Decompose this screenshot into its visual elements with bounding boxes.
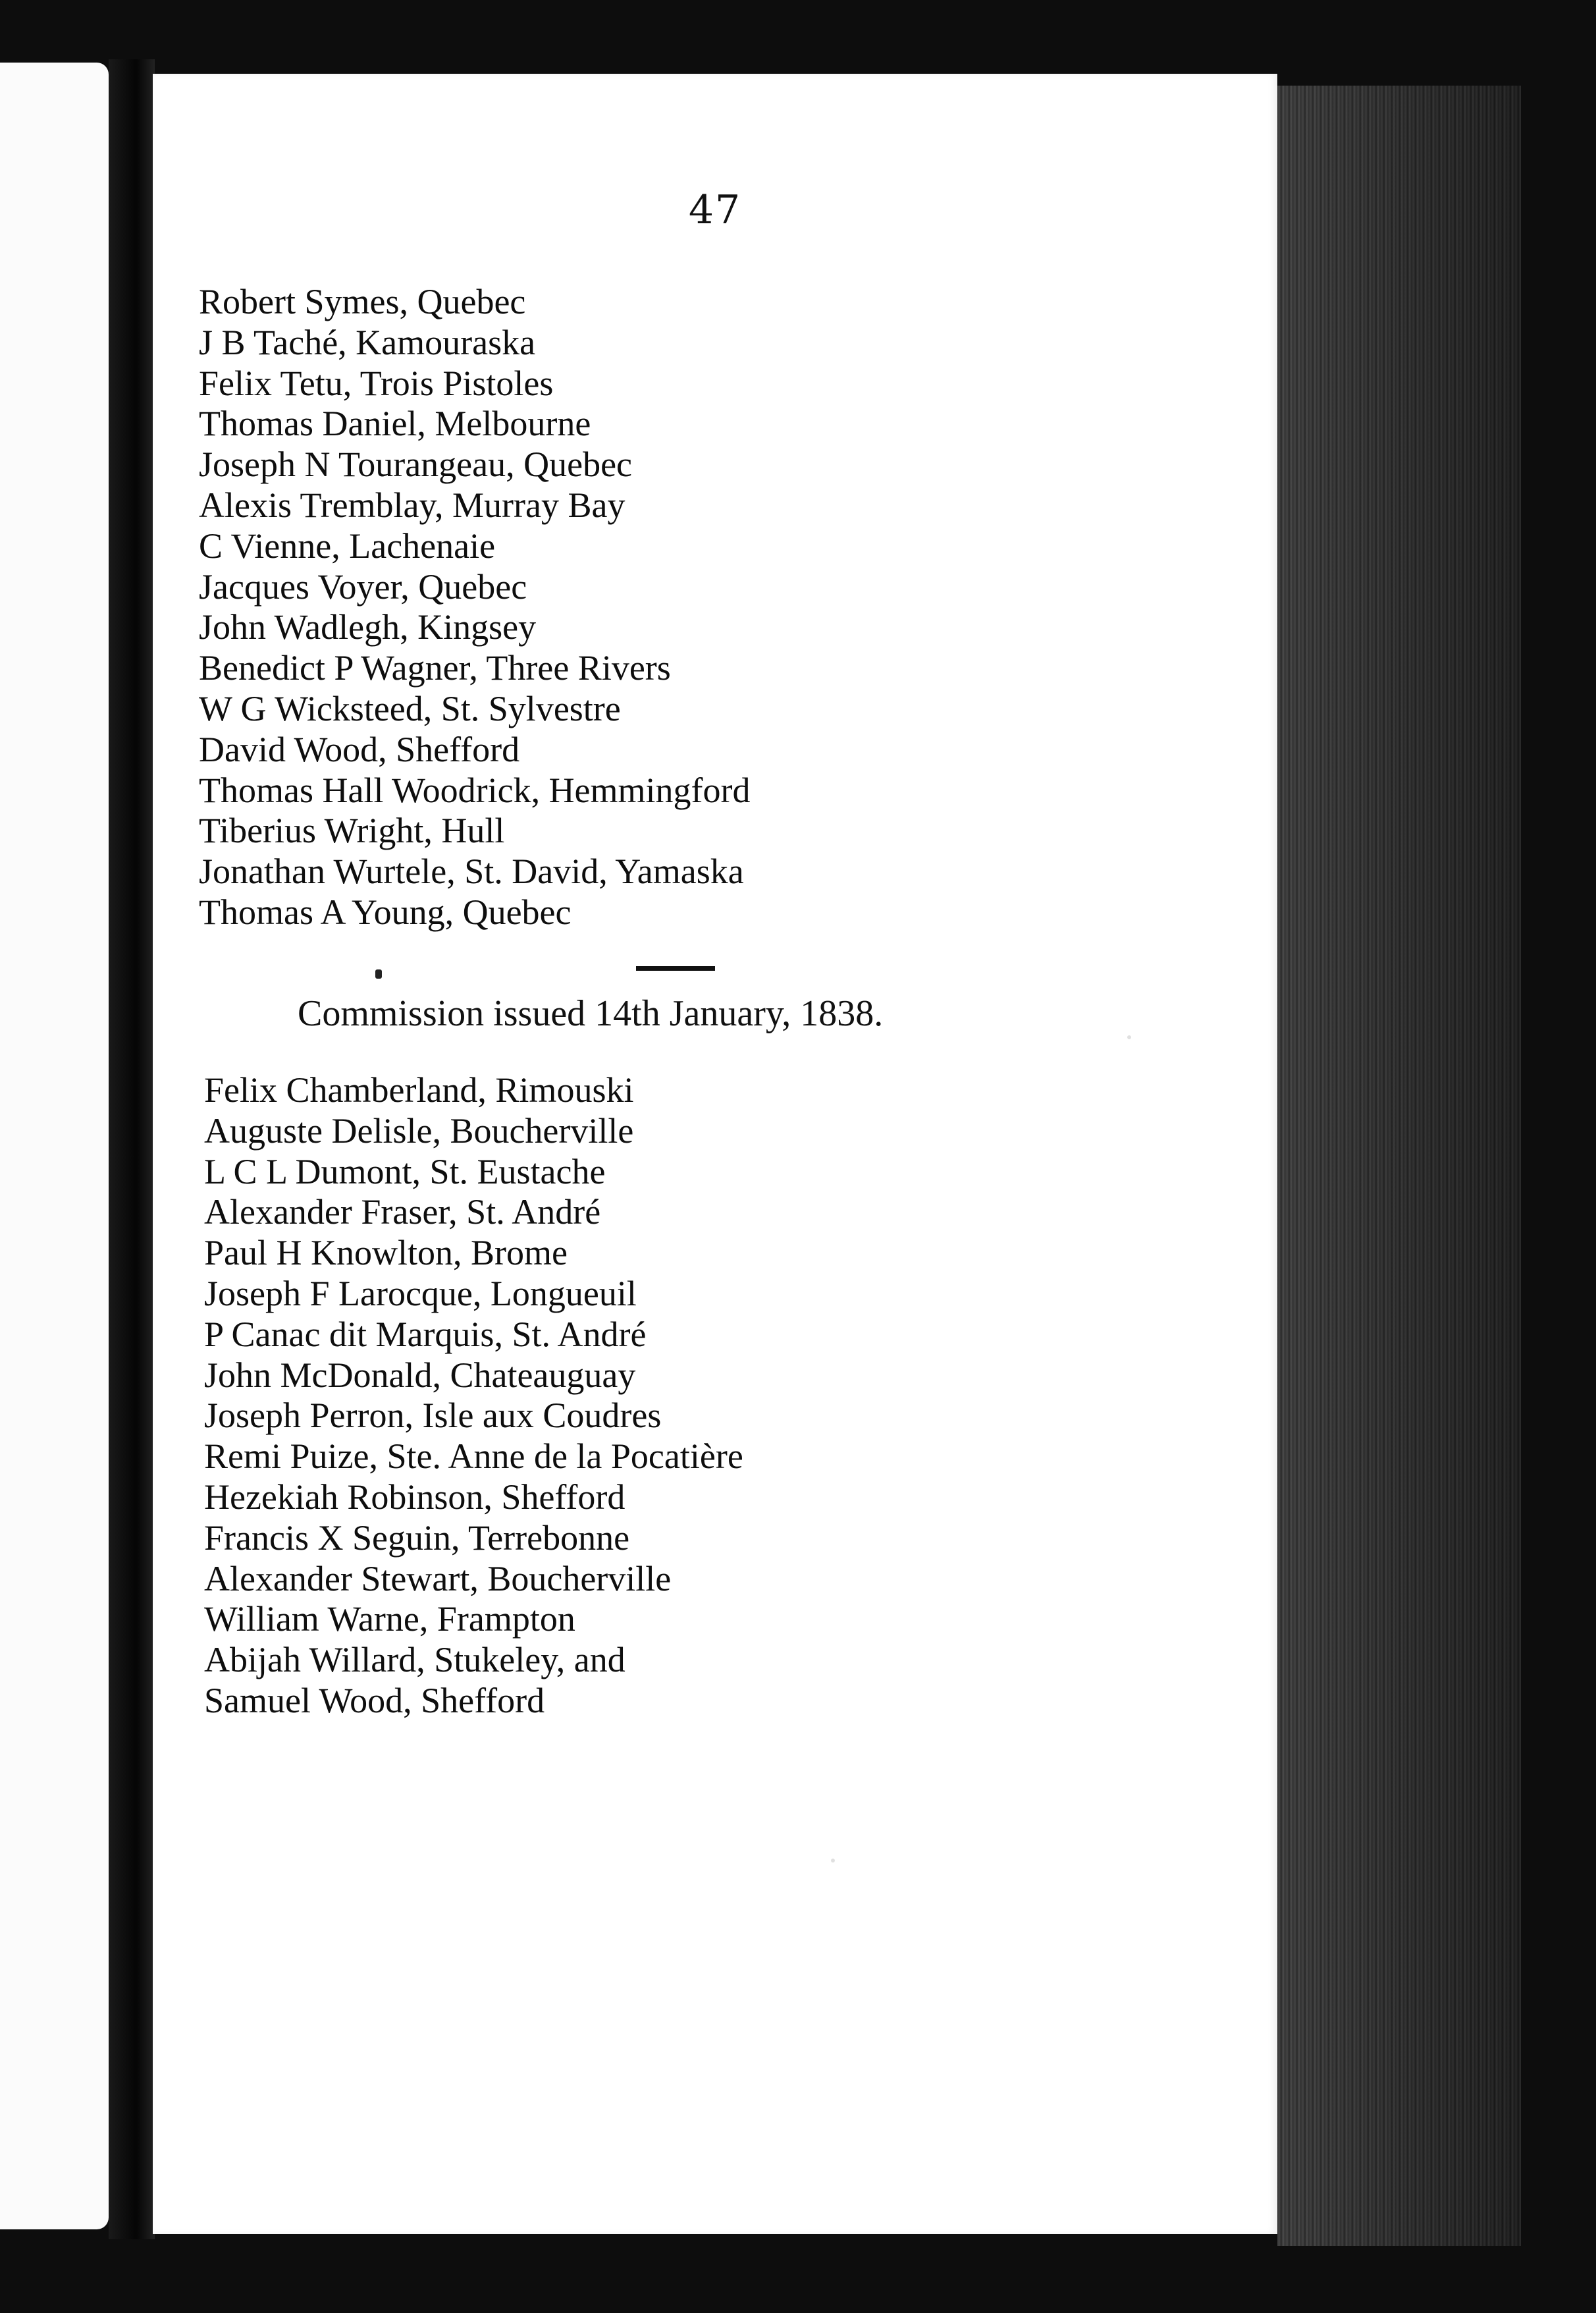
list-item: Joseph Perron, Isle aux Coudres [204,1396,662,1436]
list-item: Jonathan Wurtele, St. David, Yamaska [199,852,744,892]
list-item: Tiberius Wright, Hull [199,811,505,851]
list-item: William Warne, Frampton [204,1599,575,1639]
list-item: Joseph F Larocque, Longueuil [204,1273,637,1313]
ink-speck [1127,1035,1131,1039]
list-item: Francis X Seguin, Terrebonne [204,1517,630,1558]
page-number: 47 [688,187,742,233]
list-item: Abijah Willard, Stukeley, and [204,1640,625,1680]
ink-dot [375,969,382,979]
list-item: Felix Chamberland, Rimouski [204,1070,634,1110]
commission-heading: Commission issued 14th January, 1838. [298,993,884,1034]
list-item: Thomas A Young, Quebec [199,892,572,932]
list-item: Samuel Wood, Shefford [204,1680,545,1720]
list-item: W G Wicksteed, St. Sylvestre [199,688,621,728]
facing-page-edge [0,63,109,2229]
list-item: Jacques Voyer, Quebec [199,566,527,607]
list-item: Alexis Tremblay, Murray Bay [199,485,625,525]
list-item: David Wood, Shefford [199,729,520,769]
name-list-part-2 [204,1070,743,1722]
page-fore-edge [1277,86,1521,2246]
name-list-part-1 [199,282,751,933]
page [153,74,1277,2234]
list-item: P Canac dit Marquis, St. André [204,1314,647,1354]
list-item: Thomas Daniel, Melbourne [199,404,591,444]
section-divider [636,966,715,971]
ink-speck [831,1859,835,1863]
list-item: Auguste Delisle, Boucherville [204,1110,634,1151]
list-item: John Wadlegh, Kingsey [199,607,537,647]
list-item: John McDonald, Chateauguay [204,1355,636,1395]
list-item: L C L Dumont, St. Eustache [204,1151,606,1191]
list-item: Felix Tetu, Trois Pistoles [199,363,554,403]
list-item: Joseph N Tourangeau, Quebec [199,445,633,485]
list-item: Thomas Hall Woodrick, Hemmingford [199,770,751,810]
list-item: Benedict P Wagner, Three Rivers [199,648,671,688]
book-gutter [109,59,155,2239]
list-item: J B Taché, Kamouraska [199,322,536,362]
list-item: Robert Symes, Quebec [199,282,526,321]
list-item: Alexander Stewart, Boucherville [204,1558,672,1598]
list-item: Remi Puize, Ste. Anne de la Pocatière [204,1436,743,1477]
list-item: Paul H Knowlton, Brome [204,1233,568,1273]
list-item: Hezekiah Robinson, Shefford [204,1477,625,1517]
list-item: Alexander Fraser, St. André [204,1192,601,1232]
list-item: C Vienne, Lachenaie [199,526,496,566]
